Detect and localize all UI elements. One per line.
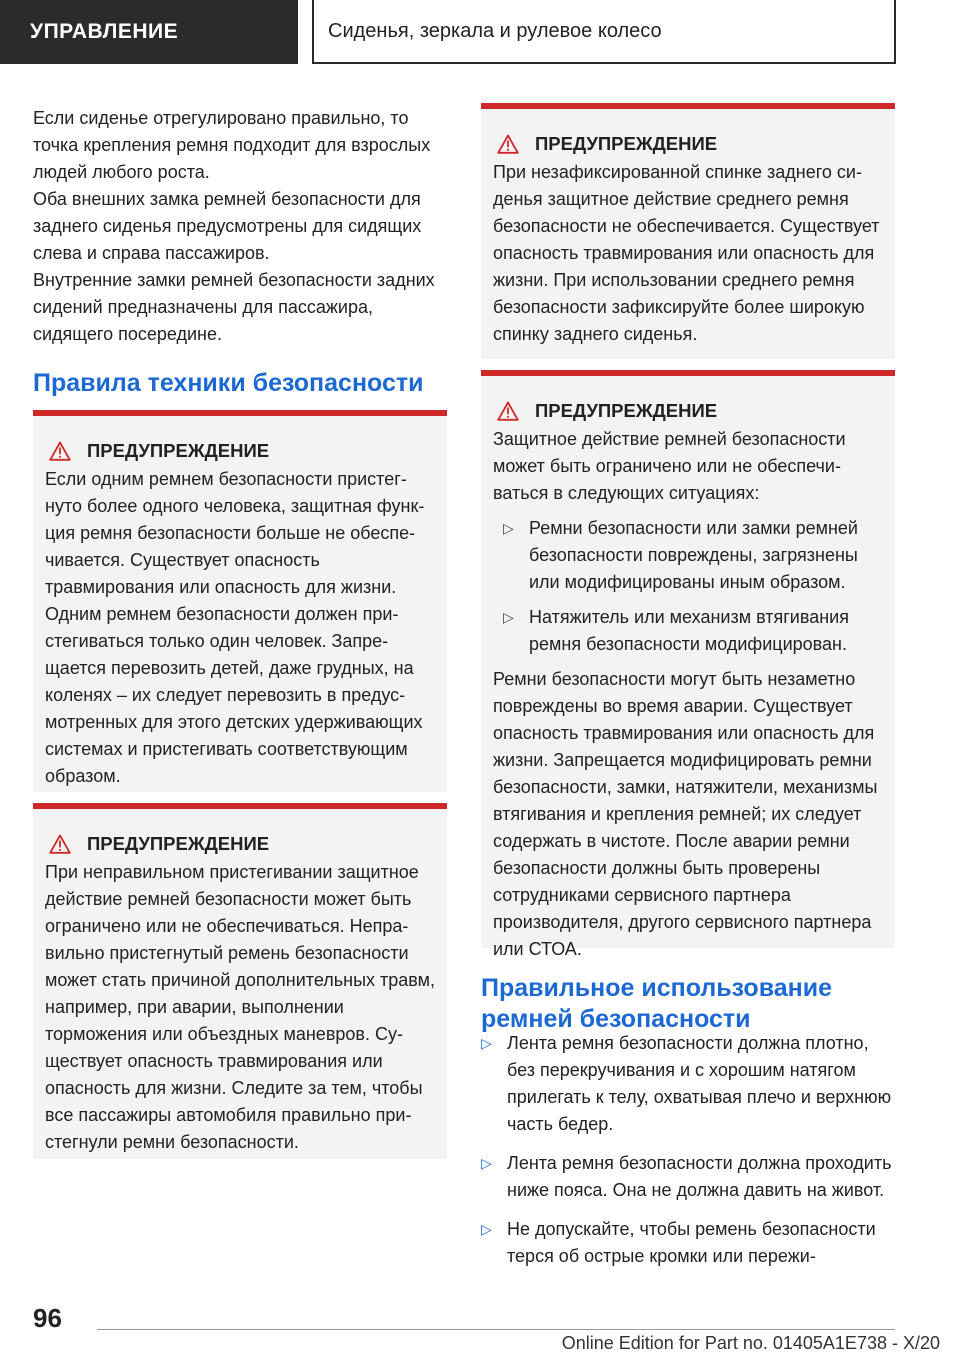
list-item-text: Лента ремня безопасности должна проходить ниже пояса. Она не должна давить на живот. [507,1153,892,1200]
warning-box [33,410,447,792]
triangle-right-icon: ▷ [503,609,514,625]
section-heading: Правила техники безопасности [33,369,424,397]
warning-text: Защитное действие ремней безопасности может быть ограничено или не обеспечиваться в следующих ситуациях: [493,429,846,503]
list-item [493,515,883,596]
list-item [493,604,883,658]
warning-triangle-icon [497,134,519,154]
warning-header [493,398,883,424]
warning-text: Если одним ремнем безопасности пристегнуто более одного человека, защитная функция ремня безопасности больше не обеспечивается. Существует опасность травмирования или опасность для жизни. Одним ремнем безопасности должен пристегиваться только один человек. Запрещается перевозить детей, даже грудных, на коленях – их следует перевозить в предусмотренных для этого детских удерживающих системах и пристегивать соответствующим образом. [45,469,425,786]
warning-title: ПРЕДУПРЕЖДЕНИЕ [87,440,270,461]
paragraph: Оба внешних замка ремней безопасности для заднего сиденья предусмотрены для сидящих слева и справа пассажиров. [33,189,422,263]
chapter-title: Сиденья, зеркала и рулевое колесо [328,19,662,42]
warning-title: ПРЕДУПРЕЖДЕНИЕ [87,833,270,854]
triangle-right-icon: ▷ [481,1221,492,1237]
warning-box [481,370,895,959]
warning-text: Ремни безопасности могут быть незаметно повреждены во время аварии. Существует опасность травмирования или опасность для жизни. Запрещается модифицировать ремни безопасности, замки, натяжители, механизмы втягивания и крепления ремней; их следует содержать в чистоте. После аварии ремни безопасности должны быть проверены сотрудниками сервисного партнера производителя, другого сервисного партнера или СТОА. [493,669,878,959]
section-heading: Правильное использование ремней безопасности [481,974,833,1033]
section-title: УПРАВЛЕНИЕ [30,20,179,43]
list-item [481,1150,895,1204]
usage-list [481,1030,895,1270]
triangle-right-icon: ▷ [481,1035,492,1051]
list-item-text: Натяжитель или механизм втягивания ремня безопасности модифицирован. [529,607,849,654]
paragraph: Внутренние замки ремней безопасности задних сидений предназначены для пассажира, сидящего посередине. [33,270,435,344]
list-item [481,1030,895,1138]
edition-label: Online Edition for Part no. 01405A1E738 - X/20 [561,1333,940,1353]
warning-header [45,438,435,464]
footer-divider [97,1329,895,1330]
triangle-right-icon: ▷ [481,1155,492,1171]
warning-box [481,103,895,359]
section-tab [0,0,298,64]
warning-triangle-icon [49,441,71,461]
list-item-text: Не допускайте, чтобы ремень безопасности терся об острые кромки или пережи- [507,1219,876,1266]
list-item-text: Ремни безопасности или замки ремней безопасности повреждены, загрязнены или модифицированы иным образом. [529,518,858,592]
list-item [481,1216,895,1270]
warning-title: ПРЕДУПРЕЖДЕНИЕ [535,133,718,154]
warning-triangle-icon [49,834,71,854]
warning-header [45,831,435,857]
warning-header [493,131,883,157]
paragraph: Если сиденье отрегулировано правильно, то точка крепления ремня подходит для взрослых людей любого роста. [33,108,431,182]
chapter-tab [312,0,896,64]
warning-text: При неправильном пристегивании защитное действие ремней безопасности может быть ограничено или не обеспечиваться. Неправильно пристегнутый ремень безопасности может стать причиной дополнительных травм, например, при аварии, выполнении торможения или объездных маневров. Существует опасность травмирования или опасность для жизни. Следите за тем, чтобы все пассажиры автомобиля правильно пристегнули ремни безопасности. [45,862,436,1152]
warning-title: ПРЕДУПРЕЖДЕНИЕ [535,400,718,421]
list-item-text: Лента ремня безопасности должна плотно, без перекручивания и с хорошим натягом прилегать к телу, охватывая плечо и верхнюю часть бедер. [507,1033,892,1134]
warning-box [33,803,447,1159]
page-number: 96 [33,1303,62,1333]
warning-triangle-icon [497,401,519,421]
triangle-right-icon: ▷ [503,520,514,536]
warning-text: При незафиксированной спинке заднего сиденья защитное действие среднего ремня безопасности не обеспечивается. Существует опасность травмирования или опасность для жизни. При использовании среднего ремня безопасности зафиксируйте более широкую спинку заднего сиденья. [493,162,880,344]
